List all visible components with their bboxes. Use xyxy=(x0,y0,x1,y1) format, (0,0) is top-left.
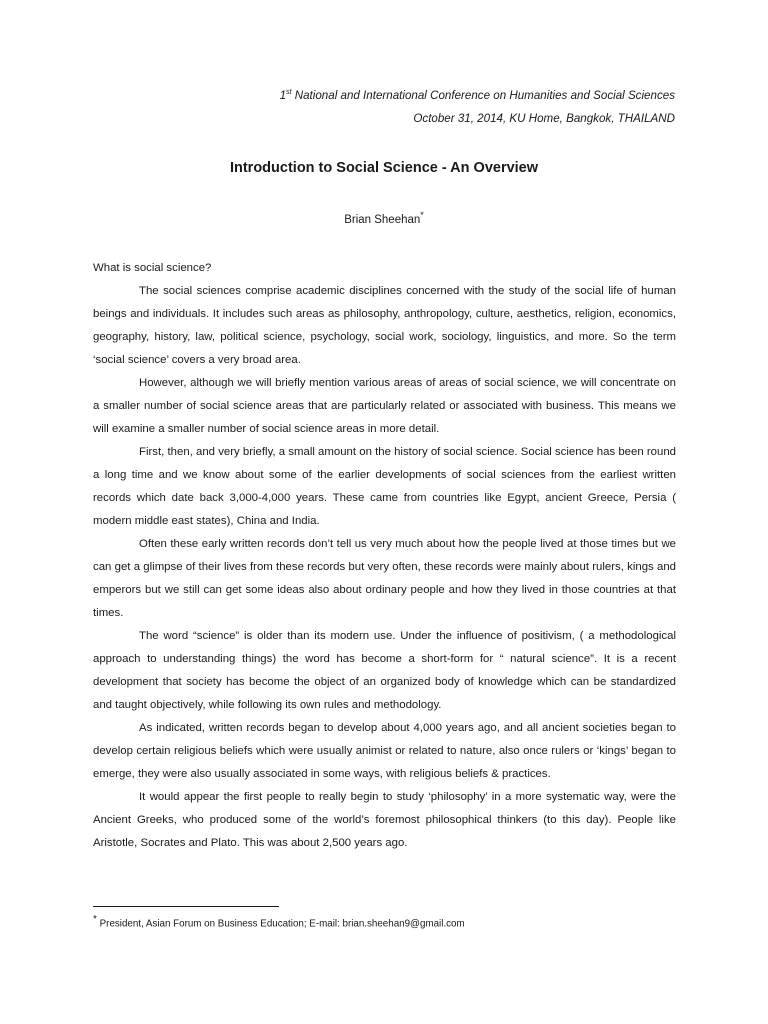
body-paragraph-3: First, then, and very briefly, a small amount on the history of social science. Social science has been round a long time and we know about some of the earlier developments of social sciences from the earliest written records which date back 3,000-4,000 years. These came from countries like Egypt, ancient Greece, Persia ( modern middle east states), China and India. xyxy=(93,446,676,527)
paper-title: Introduction to Social Science - An Overview xyxy=(229,160,539,176)
body-paragraph-4: Often these early written records don’t tell us very much about how the people lived at those times but we can get a glimpse of their lives from these records but very often, these records were mainly about rulers, kings and emperors but we still can get some ideas also about ordinary people and how they lived in those countries at that times. xyxy=(93,538,676,619)
body-paragraph-2: However, although we will briefly mention various areas of areas of social science, we will concentrate on a smaller number of social science areas that are particularly related or associated with business. This means we will examine a smaller number of social science areas in more detail. xyxy=(93,377,676,435)
body-paragraph-5: The word “science” is older than its modern use. Under the influence of positivism, ( a methodological approach to understanding things) the word has become a short-form for “ natural science”. It is a recent development that society has become the object of an organized body of knowledge which can be standardized and taught objectively, while following its own rules and methodology. xyxy=(93,630,676,711)
author-footnote-mark: * xyxy=(420,210,424,220)
conference-title: National and International Conference on Humanities and Social Sciences xyxy=(294,89,675,102)
body-paragraph-7: It would appear the first people to really begin to study ‘philosophy’ in a more systematic way, were the Ancient Greeks, who produced some of the world’s foremost philosophical thinkers (to this day). People like Aristotle, Socrates and Plato. This was about 2,500 years ago. xyxy=(93,791,676,849)
body-paragraph-1: The social sciences comprise academic disciplines concerned with the study of the social life of human beings and individuals. It includes such areas as philosophy, anthropology, culture, aesthetics, religion, economics, geography, history, law, political science, psychology, social work, sociology, linguistics, and more. So the term ‘social science’ covers a very broad area. xyxy=(93,285,676,366)
footnote-text: President, Asian Forum on Business Education; E-mail: brian.sheehan9@gmail.com xyxy=(99,918,465,930)
footnote xyxy=(93,914,676,929)
author-name: Brian Sheehan xyxy=(344,213,421,226)
conference-ordinal-suffix: st xyxy=(286,89,292,97)
conference-date-venue: October 31, 2014, KU Home, Bangkok, THAILAND xyxy=(413,112,675,125)
paper-body xyxy=(93,257,676,855)
conference-name xyxy=(280,89,675,102)
footnote-mark: * xyxy=(93,914,97,925)
footnote-divider xyxy=(93,906,279,907)
section-question: What is social science? xyxy=(93,262,212,274)
author-line xyxy=(0,210,768,226)
body-paragraph-6: As indicated, written records began to develop about 4,000 years ago, and all ancient societies began to develop certain religious beliefs which were usually animist or related to nature, also once rulers or ‘kings’ began to emerge, they were also usually associated in some ways, with religious beliefs & practices. xyxy=(93,722,676,780)
conference-ordinal: 1 xyxy=(279,89,287,102)
